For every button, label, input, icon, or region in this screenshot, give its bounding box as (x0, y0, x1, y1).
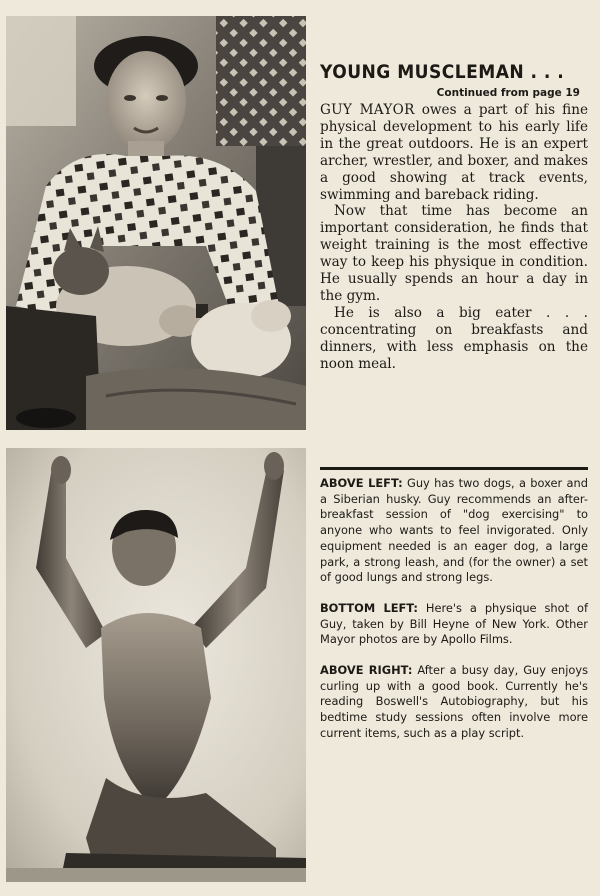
caption-heading: BOTTOM LEFT: (320, 600, 418, 615)
article-paragraph-2: Now that time has become an important consideration, he finds that weight training is the most effective way to keep his physique in condition. He usually spends an hour a day in the gym. (320, 203, 588, 304)
caption-above-left (320, 476, 588, 586)
caption-heading: ABOVE RIGHT: (320, 663, 413, 678)
photo-physique-shot (6, 448, 306, 882)
article-paragraph-3: He is also a big eater . . . concentrating on breakfasts and dinners, with less emphasis on the noon meal. (320, 304, 588, 372)
photo-captions (320, 476, 588, 757)
caption-text: Here's a physique shot of Guy, taken by Bill Heyne of New York. Other Mayor photos are by Apollo Films. (320, 600, 588, 647)
article-column (320, 60, 588, 373)
section-divider (320, 467, 588, 470)
photo-man-with-dogs-image (6, 16, 306, 430)
article-headline: YOUNG MUSCLEMAN . . . (320, 61, 565, 83)
article-paragraph-1 (320, 102, 588, 203)
caption-bottom-left (320, 601, 588, 648)
continued-from-note: Continued from page 19 (436, 87, 580, 99)
photo-physique-shot-image (6, 448, 306, 882)
caption-heading: ABOVE LEFT: (320, 476, 403, 490)
caption-text: After a busy day, Guy enjoys curling up with a good book. Currently he's reading Boswell's Autobiography, but his bedtime study sessions often involve more current items, such as a play script. (320, 663, 589, 740)
lead-name: GUY MAYOR (320, 102, 415, 118)
caption-text: Guy has two dogs, a boxer and a Siberian husky. Guy recommends an after-breakfast session of "dog exercising" to anyone who wants to feel invigorated. Only equipment needed is an eager dog, a large park, a strong leash, and (for the owner) a set of good lungs and strong legs. (320, 476, 588, 585)
caption-above-right (320, 663, 588, 742)
article-body (320, 102, 588, 373)
photo-man-with-dogs (6, 16, 306, 430)
paragraph-1-text: owes a part of his fine physical development to his early life in the great outdoors. He is an expert archer, wrestler, and boxer, and makes a good showing at track events, swimming and bareback riding. (320, 102, 588, 203)
